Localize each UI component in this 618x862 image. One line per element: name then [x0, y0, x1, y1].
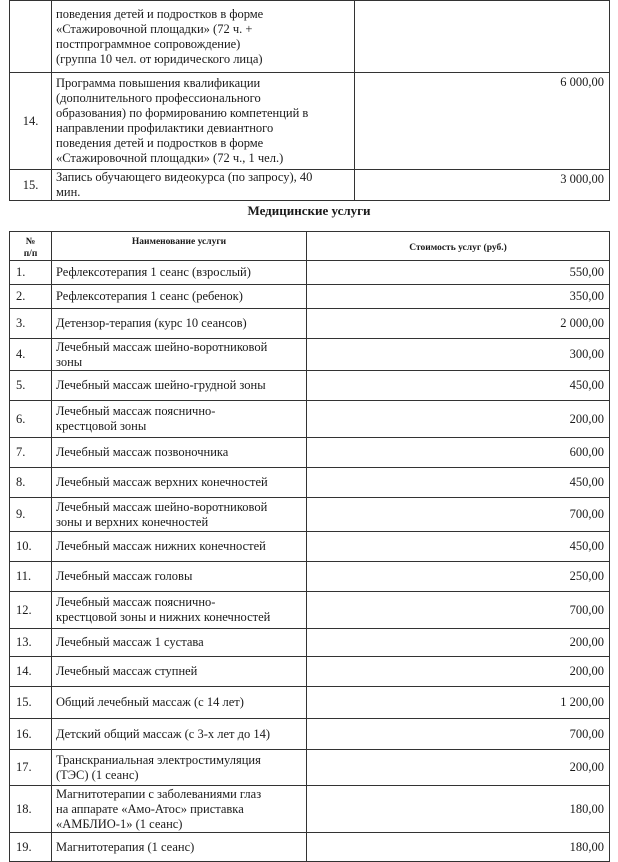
service-name-line: Магнитотерапия (1 сеанс): [56, 839, 195, 854]
service-name: [52, 1, 355, 73]
service-name-line: направлении профилактики девиантного: [56, 121, 274, 135]
row-number: 15.: [10, 170, 52, 201]
service-name-line: (дополнительного профессионального: [56, 91, 261, 105]
row-number: 13.: [10, 629, 52, 657]
service-price: 3 000,00: [355, 170, 610, 201]
service-price: 1 200,00: [307, 687, 610, 719]
header-num-line2: п/п: [23, 249, 38, 259]
service-name-line: Лечебный массаж шейно-воротниковой: [56, 339, 268, 354]
service-name-line: зоны и верхних конечностей: [56, 514, 209, 529]
service-name-line: Программа повышения квалификации: [56, 76, 261, 90]
service-name: [52, 833, 307, 862]
service-price: 350,00: [307, 285, 610, 309]
row-number: 18.: [10, 786, 52, 833]
service-name-line: Лечебный массаж пояснично-: [56, 404, 216, 418]
table-row: [10, 498, 610, 532]
table-row: [10, 73, 610, 170]
table-row: [10, 719, 610, 750]
service-name: [52, 73, 355, 170]
service-name: [52, 687, 307, 719]
row-number: 19.: [10, 833, 52, 862]
service-price: 600,00: [307, 438, 610, 468]
row-number: 3.: [10, 309, 52, 339]
service-name-line: «Стажировочной площадки» (72 ч., 1 чел.): [56, 151, 284, 165]
row-number: 12.: [10, 592, 52, 629]
header-num-line1: №: [25, 237, 36, 247]
service-price: [355, 1, 610, 73]
service-name-line: Лечебный массаж шейно-воротниковой: [56, 499, 268, 514]
table-row: [10, 562, 610, 592]
service-name-line: Лечебный массаж позвоночника: [56, 445, 229, 459]
service-name-line: Лечебный массаж пояснично-: [56, 595, 216, 609]
table-row: [10, 592, 610, 629]
row-number: 14.: [10, 73, 52, 170]
service-name-line: зоны: [56, 354, 83, 369]
row-number: 8.: [10, 468, 52, 498]
service-price: 700,00: [307, 719, 610, 750]
row-number: 15.: [10, 687, 52, 719]
service-price: 550,00: [307, 261, 610, 285]
service-name-line: (группа 10 чел. от юридического лица): [56, 51, 263, 66]
section-title: Медицинские услуги: [247, 203, 371, 218]
table-row: [10, 468, 610, 498]
service-price: 250,00: [307, 562, 610, 592]
service-name-line: «АМБЛИО-1» (1 сеанс): [56, 816, 183, 831]
service-name: [52, 592, 307, 629]
service-name-line: Общий лечебный массаж (с 14 лет): [56, 695, 244, 709]
service-name-line: Лечебный массаж 1 сустава: [56, 635, 204, 649]
service-name-line: Магнитотерапии с заболеваниями глаз: [56, 786, 262, 801]
table-row: [10, 438, 610, 468]
service-price: 200,00: [307, 629, 610, 657]
row-number: 10.: [10, 532, 52, 562]
table-row: [10, 532, 610, 562]
row-number: 2.: [10, 285, 52, 309]
table-row: [10, 750, 610, 786]
table-row: [10, 629, 610, 657]
row-number: 9.: [10, 498, 52, 532]
service-name-line: Лечебный массаж головы: [56, 569, 193, 583]
row-number: 1.: [10, 261, 52, 285]
table-row: [10, 339, 610, 371]
service-name-line: Детский общий массаж (с 3-х лет до 14): [56, 726, 271, 741]
service-name: [52, 786, 307, 833]
table-row: [10, 371, 610, 401]
service-name-line: Лечебный массаж ступней: [56, 664, 198, 678]
service-price: 200,00: [307, 750, 610, 786]
service-price: 2 000,00: [307, 309, 610, 339]
service-price: 200,00: [307, 401, 610, 438]
service-name-line: постпрограммное сопровождение): [56, 36, 241, 51]
service-name: [52, 339, 307, 371]
service-name-line: образования) по формированию компетенций в: [56, 106, 309, 120]
service-name-line: Рефлексотерапия 1 сеанс (взрослый): [56, 265, 251, 279]
medical-services-table: [9, 231, 610, 862]
service-price: 6 000,00: [355, 73, 610, 170]
row-number: 4.: [10, 339, 52, 371]
service-name-line: Лечебный массаж верхних конечностей: [56, 475, 268, 489]
row-number: [10, 1, 52, 73]
row-number: 6.: [10, 401, 52, 438]
service-price: 450,00: [307, 532, 610, 562]
table-row: [10, 170, 610, 201]
table-row: [10, 786, 610, 833]
table-row: [10, 657, 610, 687]
service-price: 450,00: [307, 468, 610, 498]
service-name: [52, 629, 307, 657]
service-name-line: крестцовой зоны: [56, 419, 147, 433]
service-name: [52, 498, 307, 532]
row-number: 11.: [10, 562, 52, 592]
service-name: [52, 657, 307, 687]
service-name: [52, 401, 307, 438]
row-number: 17.: [10, 750, 52, 786]
service-price: 180,00: [307, 786, 610, 833]
row-number: 7.: [10, 438, 52, 468]
service-name: [52, 438, 307, 468]
table-row: [10, 1, 610, 73]
service-name: [52, 309, 307, 339]
service-name: [52, 261, 307, 285]
table-header-row: [10, 232, 610, 261]
row-number: 16.: [10, 719, 52, 750]
service-name-line: Запись обучающего видеокурса (по запросу), 40: [56, 170, 313, 184]
service-name-line: Транскраниальная электростимуляция: [56, 752, 261, 767]
row-number: 14.: [10, 657, 52, 687]
service-name-line: крестцовой зоны и нижних конечностей: [56, 610, 271, 624]
service-name: [52, 719, 307, 750]
table-row: [10, 401, 610, 438]
service-name-line: Детензор-терапия (курс 10 сеансов): [56, 316, 247, 330]
service-price: 180,00: [307, 833, 610, 862]
table-row: [10, 309, 610, 339]
service-name-line: поведения детей и подростков в форме: [56, 136, 264, 150]
service-name-line: Рефлексотерапия 1 сеанс (ребенок): [56, 289, 243, 303]
row-number: 5.: [10, 371, 52, 401]
service-name-line: Лечебный массаж нижних конечностей: [56, 539, 266, 553]
service-name-line: поведения детей и подростков в форме: [56, 6, 264, 21]
service-name: [52, 468, 307, 498]
table-row: [10, 285, 610, 309]
service-name: [52, 532, 307, 562]
table-row: [10, 833, 610, 862]
service-price: 300,00: [307, 339, 610, 371]
service-price: 200,00: [307, 657, 610, 687]
service-price: 700,00: [307, 592, 610, 629]
service-name: [52, 562, 307, 592]
header-num: [10, 232, 52, 261]
service-price: 700,00: [307, 498, 610, 532]
service-name-line: (ТЭС) (1 сеанс): [56, 767, 139, 782]
continuation-table: [9, 0, 610, 201]
service-name: [52, 371, 307, 401]
header-price: Стоимость услуг (руб.): [307, 232, 610, 261]
table-row: [10, 261, 610, 285]
service-name: [52, 285, 307, 309]
service-name-line: Лечебный массаж шейно-грудной зоны: [56, 378, 266, 392]
service-name: [52, 170, 355, 201]
table-row: [10, 687, 610, 719]
service-name-line: мин.: [56, 185, 81, 199]
service-name: [52, 750, 307, 786]
service-price: 450,00: [307, 371, 610, 401]
service-name-line: «Стажировочной площадки» (72 ч. +: [56, 21, 253, 36]
service-name-line: на аппарате «Амо-Атос» приставка: [56, 801, 244, 816]
header-name: Наименование услуги: [52, 232, 307, 261]
